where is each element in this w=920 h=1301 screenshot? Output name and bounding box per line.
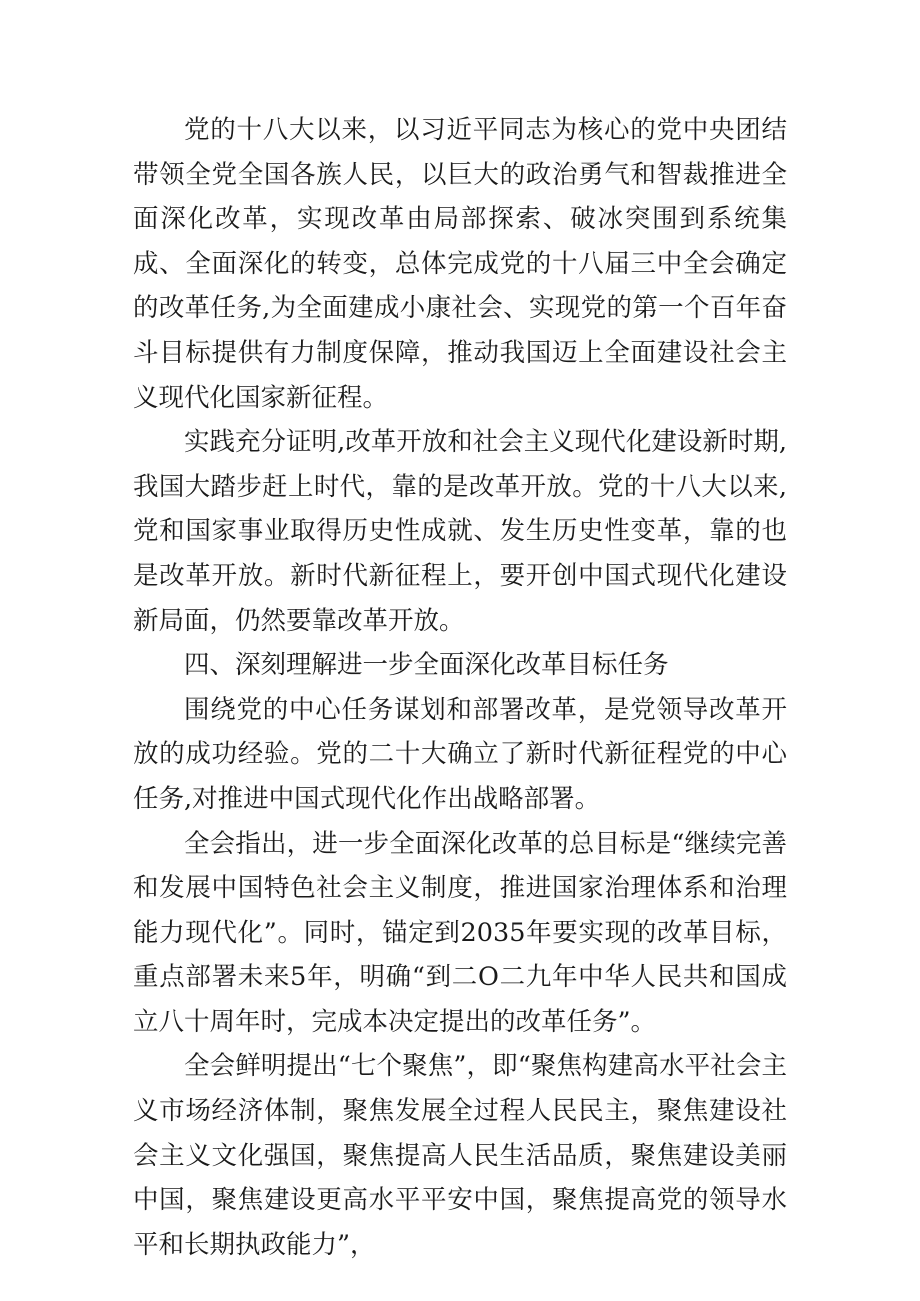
paragraph-central-task: 围绕党的中心任务谋划和部署改革，是党领导改革开放的成功经验。党的二十大确立了新时代新征程党的中心任务,对推进中国式现代化作出战略部署。 [133, 694, 787, 814]
paragraph-seven-focuses: 全会鲜明提出“七个聚焦”，即“聚焦构建高水平社会主义市场经济体制，聚焦发展全过程人民民主，聚焦建设社会主义文化强国，聚焦提高人民生活品质，聚焦建设美丽中国，聚焦建设更高水平平安中国，聚焦提高党的领导水平和长期执政能力”， [133, 1051, 787, 1260]
section-heading-four: 四、深刻理解进一步全面深化改革目标任务 [184, 650, 669, 681]
paragraph-overall-goal: 全会指出，进一步全面深化改革的总目标是“继续完善和发展中国特色社会主义制度，推进国家治理体系和治理能力现代化”。同时，锚定到2035年要实现的改革目标，重点部署未来5年，明确“到二O二九年中华人民共和国成立八十周年时，完成本决定提出的改革任务”。 [133, 828, 787, 1037]
document-body [133, 108, 787, 1267]
paragraph-reform-achievements: 党的十八大以来，以习近平同志为核心的党中央团结带领全党全国各族人民，以巨大的政治勇气和智裁推进全面深化改革，实现改革由局部探索、破冰突围到系统集成、全面深化的转变，总体完成党的十八届三中全会确定的改革任务,为全面建成小康社会、实现党的第一个百年奋斗目标提供有力制度保障，推动我国迈上全面建设社会主义现代化国家新征程。 [133, 115, 787, 413]
paragraph-practice-proves: 实践充分证明,改革开放和社会主义现代化建设新时期,我国大踏步赶上时代，靠的是改革开放。党的十八大以来,党和国家事业取得历史性成就、发生历史性变革，靠的也是改革开放。新时代新征程上，要开创中国式现代化建设新局面，仍然要靠改革开放。 [133, 427, 787, 636]
